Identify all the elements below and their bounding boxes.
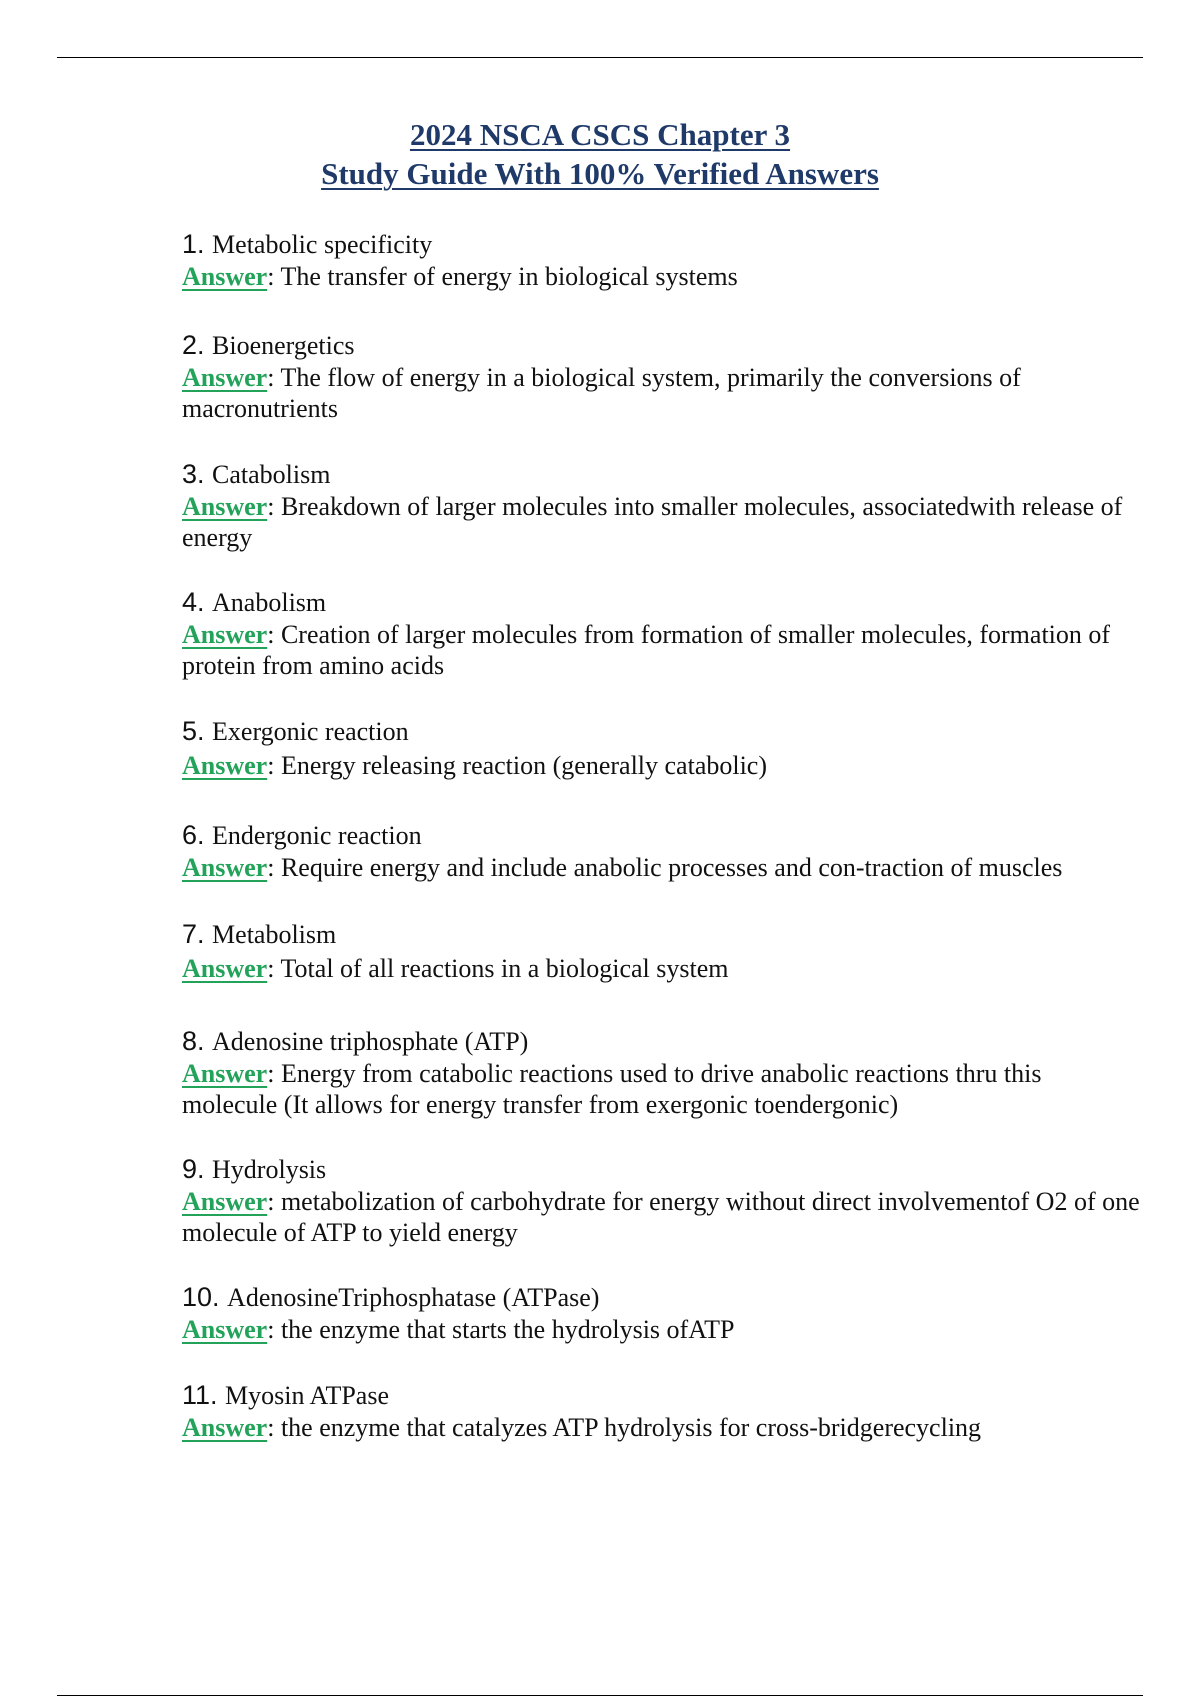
answer-text: Energy from catabolic reactions used to drive anabolic reactions thru this molecule (It allows for energy transfer from exergonic toendergonic) [182,1059,1042,1119]
answer-text: Require energy and include anabolic processes and con-traction of muscles [280,853,1063,882]
answer-label: Answer [182,363,268,392]
qa-item-4 [182,586,1142,681]
answer-text: The flow of energy in a biological system, primarily the conversions of macronutrients [182,363,1021,423]
answer: Answer: Energy from catabolic reactions used to drive anabolic reactions thru this molecule (It allows for energy transfer from exergonic toendergonic) [182,1059,1042,1119]
answer-label: Answer [182,620,268,649]
question-number: 3. [182,459,213,489]
answer-label: Answer [182,1187,268,1216]
question-number: 8. [182,1026,213,1056]
answer-text: Creation of larger molecules from formation of smaller molecules, formation of protein from amino acids [182,620,1111,680]
question [182,819,1172,852]
title-line-2: Study Guide With 100% Verified Answers [321,156,879,191]
question [182,918,1142,951]
answer-label: Answer [182,492,268,521]
answer-label: Answer [182,1059,268,1088]
qa-item-2 [182,329,1142,424]
answer-text: Total of all reactions in a biological system [280,954,729,983]
answer-label: Answer [182,751,268,780]
answer: Answer: the enzyme that catalyzes ATP hydrolysis for cross-bridgerecycling [182,1413,982,1442]
answer-label: Answer [182,262,268,291]
question-text: Catabolism [212,460,331,489]
qa-item-6 [182,819,1172,883]
question [182,329,1142,362]
question-number: 6. [182,820,213,850]
question-text: AdenosineTriphosphatase (ATPase) [227,1283,600,1312]
question-number: 11. [182,1380,226,1410]
document-title [0,115,1200,193]
question [182,1153,1142,1186]
answer: Answer: Breakdown of larger molecules into smaller molecules, associatedwith release of energy [182,492,1123,552]
answer: Answer: The transfer of energy in biological systems [182,262,738,291]
answer-text: The transfer of energy in biological systems [280,262,738,291]
qa-item-10 [182,1281,1142,1345]
qa-item-1 [182,228,1142,292]
title-line-1: 2024 NSCA CSCS Chapter 3 [409,117,791,152]
answer-label: Answer [182,1413,268,1442]
qa-item-9 [182,1153,1142,1248]
question-number: 7. [182,919,213,949]
bottom-rule [57,1695,1143,1696]
question-text: Bioenergetics [212,331,355,360]
answer: Answer: Require energy and include anabolic processes and con-traction of muscles [182,853,1063,882]
qa-item-3 [182,458,1142,553]
answer: Answer: the enzyme that starts the hydrolysis ofATP [182,1315,735,1344]
answer: Answer: The flow of energy in a biological system, primarily the conversions of macronutrients [182,363,1021,423]
answer-text: the enzyme that catalyzes ATP hydrolysis for cross-bridgerecycling [280,1413,982,1442]
qa-item-5 [182,715,1142,781]
qa-item-11 [182,1379,1142,1443]
answer: Answer: Total of all reactions in a biological system [182,954,729,983]
question-text: Adenosine triphosphate (ATP) [212,1027,529,1056]
question-text: Metabolism [212,920,337,949]
answer: Answer: Energy releasing reaction (generally catabolic) [182,751,768,780]
question-text: Exergonic reaction [212,717,409,746]
answer-text: the enzyme that starts the hydrolysis ofATP [280,1315,735,1344]
question-number: 10. [182,1282,228,1312]
answer-text: Breakdown of larger molecules into smaller molecules, associatedwith release of energy [182,492,1123,552]
qa-item-8 [182,1025,1142,1120]
question-text: Hydrolysis [212,1155,327,1184]
answer-label: Answer [182,1315,268,1344]
question-text: Metabolic specificity [212,230,433,259]
question [182,228,1142,261]
question [182,1025,1142,1058]
question-number: 4. [182,587,213,617]
question-number: 2. [182,330,213,360]
top-rule [57,57,1143,58]
question [182,458,1142,491]
question [182,1281,1142,1314]
answer-label: Answer [182,853,268,882]
question-number: 9. [182,1154,213,1184]
answer-text: metabolization of carbohydrate for energy without direct involvementof O2 of one molecule of ATP to yield energy [182,1187,1140,1247]
qa-item-7 [182,918,1142,984]
answer: Answer: metabolization of carbohydrate for energy without direct involvementof O2 of one molecule of ATP to yield energy [182,1187,1140,1247]
question [182,715,1142,748]
question-text: Anabolism [212,588,327,617]
question-text: Myosin ATPase [225,1381,389,1410]
answer: Answer: Creation of larger molecules from formation of smaller molecules, formation of protein from amino acids [182,620,1111,680]
answer-label: Answer [182,954,268,983]
question-text: Endergonic reaction [212,821,422,850]
question-number: 1. [182,229,213,259]
question [182,586,1142,619]
question [182,1379,1142,1412]
answer-text: Energy releasing reaction (generally catabolic) [280,751,768,780]
question-number: 5. [182,716,213,746]
